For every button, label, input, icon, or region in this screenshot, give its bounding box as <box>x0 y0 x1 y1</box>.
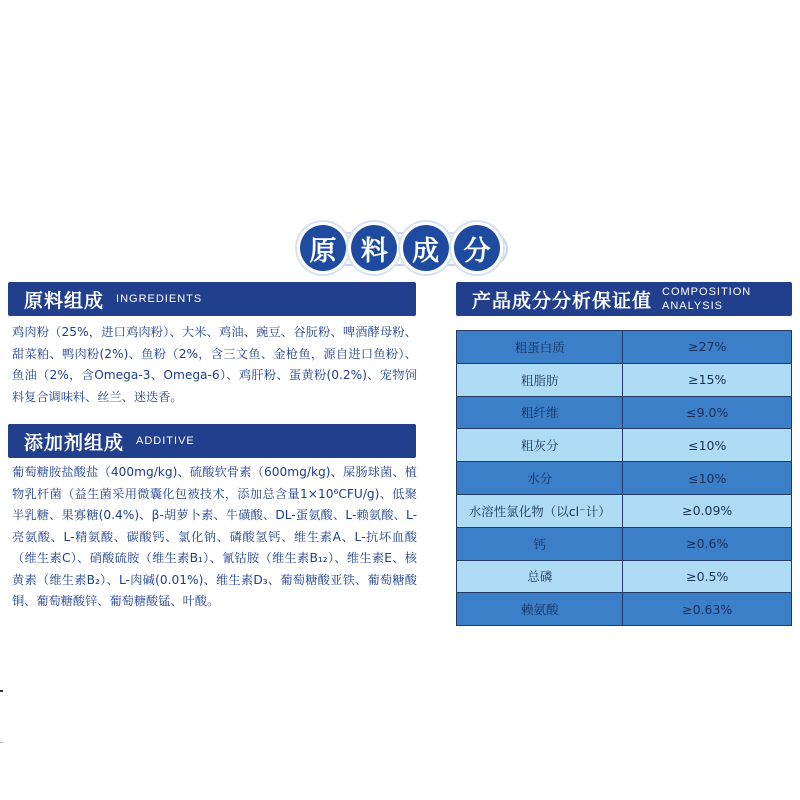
ingredients-header <box>8 282 416 316</box>
table-row <box>457 363 792 396</box>
composition-header <box>456 282 792 316</box>
table-row <box>457 593 792 626</box>
row-item: 粗纤维 <box>457 396 623 429</box>
row-item: 水溶性氯化物（以cl⁻计） <box>457 494 623 527</box>
table-row <box>457 560 792 593</box>
composition-title-en <box>662 285 751 313</box>
composition-title-en-line1: COMPOSITION <box>662 286 752 298</box>
title-char-2: 料 <box>351 225 397 271</box>
title-char-4: 分 <box>454 225 500 271</box>
main-title <box>0 220 800 276</box>
row-value: ≥27% <box>623 331 792 364</box>
row-item: 总磷 <box>457 560 623 593</box>
row-item: 粗脂肪 <box>457 363 623 396</box>
row-item: 粗灰分 <box>457 429 623 462</box>
ingredients-title: 原料组成 <box>24 289 105 312</box>
row-item: 粗蛋白质 <box>457 331 623 364</box>
edge-mark <box>0 742 3 743</box>
row-value: ≥0.09% <box>623 494 792 527</box>
edge-mark <box>0 690 3 692</box>
table-row <box>457 331 792 364</box>
additive-title: 添加剂组成 <box>24 431 125 454</box>
additive-title-en: ADDITIVE <box>136 435 195 447</box>
row-value: ≥15% <box>623 363 792 396</box>
composition-table <box>456 330 792 626</box>
row-value: ≤10% <box>623 429 792 462</box>
composition-title-en-line2: ANALYSIS <box>662 300 724 312</box>
title-char-1: 原 <box>300 225 346 271</box>
row-value: ≥0.5% <box>623 560 792 593</box>
table-row <box>457 429 792 462</box>
row-item: 赖氨酸 <box>457 593 623 626</box>
table-row <box>457 527 792 560</box>
ingredients-text: 鸡肉粉（25%，进口鸡肉粉）、大米、鸡油、豌豆、谷朊粉、啤酒酵母粉、甜菜粕、鸭肉粉(2%)、鱼粉（2%，含三文鱼、金枪鱼，源自进口鱼粉）、鱼油（2%，含Omega-3、Omega-6）、鸡肝粉、蛋黄粉(0.2%)、宠物饲料复合调味料、丝兰、迷迭香。 <box>12 325 417 404</box>
table-row <box>457 396 792 429</box>
row-item: 钙 <box>457 527 623 560</box>
table-row <box>457 494 792 527</box>
row-value: ≥0.6% <box>623 527 792 560</box>
row-item: 水分 <box>457 462 623 495</box>
ingredients-title-en: INGREDIENTS <box>116 293 203 305</box>
row-value: ≥0.63% <box>623 593 792 626</box>
title-char-3: 成 <box>403 225 449 271</box>
additive-header <box>8 424 416 458</box>
row-value: ≤10% <box>623 462 792 495</box>
table-row <box>457 462 792 495</box>
composition-title: 产品成分分析保证值 <box>472 289 653 312</box>
row-value: ≤9.0% <box>623 396 792 429</box>
additive-text: 葡萄糖胺盐酸盐（400mg/kg)、硫酸软骨素（600mg/kg)、屎肠球菌、植物乳杆菌（益生菌采用微囊化包被技术，添加总含量1×10⁶CFU/g)、低聚半乳糖、果寡糖(0.4%)、β-胡萝卜素、牛磺酸、DL-蛋氨酸、L-赖氨酸、L-亮氨酸、L-精氨酸、碳酸钙、氯化钠、磷酸氢钙、维生素A、L-抗坏血酸（维生素C）、硝酸硫胺（维生素B₁）、氰钴胺（维生素B₁₂）、维生素E、核黄素（维生素B₂）、L-肉碱(0.01%)、维生素D₃、葡萄糖酸亚铁、葡萄糖酸铜、葡萄糖酸锌、葡萄糖酸锰、叶酸。 <box>12 465 417 608</box>
